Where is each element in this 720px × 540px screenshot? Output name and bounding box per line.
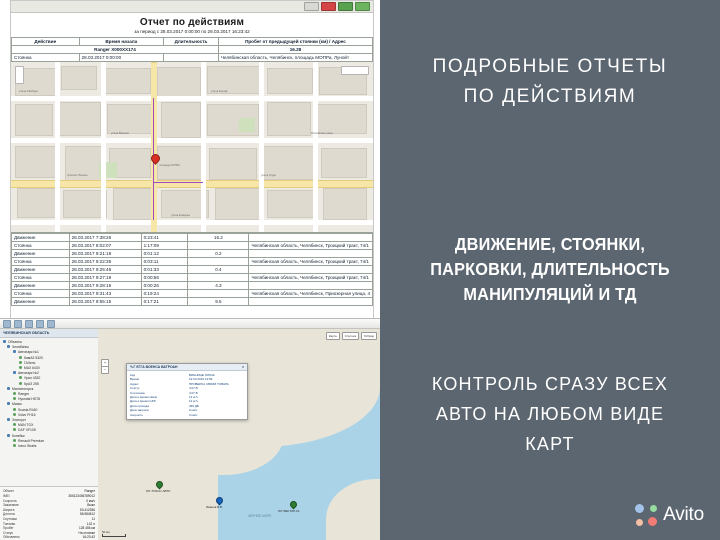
avito-logo [635, 504, 704, 526]
tree-item[interactable]: DAF XF105 [3, 428, 98, 433]
cell-start: 28.03.2017 9:55:15 [69, 298, 141, 306]
column-header-start-time: Время начала [79, 38, 163, 46]
folder-icon [7, 345, 10, 348]
monitoring-toolbar[interactable] [0, 319, 380, 329]
objects-panel[interactable] [0, 329, 99, 540]
refresh-icon[interactable] [14, 320, 22, 328]
cell-distance [188, 274, 249, 282]
popup-row: 0 км/ч [189, 412, 198, 417]
popup-right-column [189, 373, 244, 417]
vehicle-icon [19, 382, 22, 385]
cell-duration: 0:03:11 [141, 258, 188, 266]
toolbar-button-pdf[interactable] [321, 2, 336, 11]
folder-icon [13, 350, 16, 353]
table-row [12, 54, 373, 62]
vehicle-icon [13, 439, 16, 442]
tree-item[interactable]: Renault Premium [3, 439, 98, 444]
toolbar-button-export[interactable] [355, 2, 370, 11]
table-row [12, 274, 373, 282]
map-zoom-control[interactable] [15, 66, 24, 84]
map-block [157, 67, 201, 97]
cell-start: 28.03.2017 9:28:15 [69, 282, 141, 290]
cell-duration: 1:17:09 [141, 242, 188, 250]
cell-start: 28.03.2017 9:31:43 [69, 290, 141, 298]
map-block [59, 102, 101, 136]
vehicle-row [12, 46, 373, 54]
info-row: Статус На стоянке [3, 530, 95, 535]
objects-tree[interactable] [0, 338, 98, 449]
info-row: Скорость 0 км/ч [3, 498, 95, 503]
map-layer-control[interactable] [341, 66, 369, 75]
table-row [12, 290, 373, 298]
popup-row: Состояние [130, 390, 145, 395]
promo-panel [380, 0, 720, 540]
tree-item[interactable]: Челябинск [3, 345, 98, 350]
popup-row: Дата и время GPS [130, 399, 156, 404]
popup-row: Дата запроса [130, 408, 149, 413]
object-popup[interactable] [126, 363, 248, 420]
map-label: улица Свободы [19, 90, 38, 93]
map-road [55, 62, 60, 232]
popup-row: Скорость [130, 412, 143, 417]
cell-action: Движение [12, 298, 70, 306]
cell-address [249, 250, 373, 258]
map-scale [102, 530, 126, 537]
promo-subtext [398, 369, 702, 459]
promo-headline-line-2: ПО ДЕЙСТВИЯМ [463, 86, 637, 107]
map-park-area [239, 118, 255, 132]
map-zoom-in-button[interactable]: + [101, 359, 109, 367]
map-scale-bar [102, 534, 126, 537]
tree-item[interactable]: КамАЗ 5320 [3, 356, 98, 361]
popup-row: Время [130, 377, 140, 382]
search-icon[interactable] [47, 320, 55, 328]
vehicle-name: Ranger X000XX174 [12, 46, 219, 54]
vehicle-distance: 16.28 [218, 46, 372, 54]
map-marker-label: ЮГ-ТРАНС АВТО [146, 489, 171, 493]
map-road [11, 96, 373, 101]
vehicle-icon [19, 376, 22, 379]
vehicle-icon [13, 444, 16, 447]
cell-duration: 0:17:21 [141, 298, 188, 306]
map-scale-label: 50 км [102, 530, 110, 534]
table-header-row [12, 38, 373, 46]
tree-item[interactable]: Объекты [3, 340, 98, 345]
info-row: IMEI 355123456789012 [3, 494, 95, 499]
map-road [101, 62, 106, 232]
cell-duration: 0:01:12 [141, 250, 188, 258]
vehicle-icon [13, 392, 16, 395]
cell-duration: 0:01:33 [141, 266, 188, 274]
map-label: улица Кирова [211, 90, 228, 93]
map-landmass [326, 479, 380, 540]
cell-address: Челябинская область, Челябинск, площадь МОПРа, Лунойт [218, 54, 372, 62]
tree-item[interactable]: КрАЗ 255 [3, 382, 98, 387]
map-block [113, 188, 155, 220]
report-toolbar[interactable] [11, 1, 373, 13]
popup-row: 465 ДБ [189, 403, 199, 408]
cell-action: Стоянка [12, 242, 70, 250]
cell-action: Движение [12, 266, 70, 274]
map-block [317, 104, 367, 134]
map-zoom-out-button[interactable]: − [101, 366, 109, 374]
popup-row: 4.07 В [189, 386, 198, 391]
tree-item[interactable]: MAN TGX [3, 423, 98, 428]
folder-icon [13, 371, 16, 374]
cell-action: Стоянка [12, 274, 70, 282]
cell-duration: 0:00:26 [141, 282, 188, 290]
map-label: Российская улица [311, 132, 333, 135]
map-block [15, 104, 53, 136]
cell-start: 28.03.2017 9:21:18 [69, 250, 141, 258]
tree-item[interactable]: Златоуст [3, 418, 98, 423]
map-label: площадь МОПРа [159, 164, 180, 167]
cell-distance [188, 242, 249, 250]
tree-item[interactable]: Копейск [3, 434, 98, 439]
table-row [12, 282, 373, 290]
table-row [12, 242, 373, 250]
map-block [157, 146, 203, 180]
map-block [107, 104, 153, 134]
table-row [12, 234, 373, 242]
table-row [12, 298, 373, 306]
popup-row: 12 кг/ч [189, 395, 198, 400]
tree-item[interactable]: МАЗ 6430 [3, 366, 98, 371]
settings-icon[interactable] [25, 320, 33, 328]
map-block [17, 188, 57, 218]
tree-item[interactable]: Ranger [3, 392, 98, 397]
map-button-map[interactable]: Карта [326, 332, 340, 340]
cell-start: 28.03.2017 0:00:00 [79, 54, 163, 62]
cell-address [249, 298, 373, 306]
popup-row: Дата и время связи [130, 395, 158, 400]
report-icon[interactable] [36, 320, 44, 328]
tree-item[interactable]: Scania R440 [3, 408, 98, 413]
cell-distance [188, 258, 249, 266]
report-period: за период с 28.03.2017 0:00:00 по 28.03.2017 16:23:42 [134, 29, 250, 34]
popup-title: Ч-Г ЕГГА ВОЕНСА ВАТРОАН [130, 365, 178, 369]
table-row [12, 266, 373, 274]
cell-address: Челябинская область, Челябинск, Приозерная улица, 4 [249, 290, 373, 298]
map-block [323, 188, 367, 220]
cell-duration: 0:23:41 [141, 234, 188, 242]
popup-row: Статус [130, 386, 140, 391]
cell-start: 28.03.2017 9:27:19 [69, 274, 141, 282]
cell-distance [188, 290, 249, 298]
folder-icon [7, 402, 10, 405]
report-map[interactable] [11, 62, 373, 233]
cell-distance: 4.3 [188, 282, 249, 290]
promo-features [409, 232, 692, 307]
map-marker-label: ЮГ ВЕКТОР-К1 [278, 509, 300, 513]
map-button-hybrid[interactable]: Гибрид [361, 332, 377, 340]
avito-dots-icon [635, 504, 657, 526]
promo-feature-line-3: МАНИПУЛЯЦИЙ И ТД [463, 284, 637, 304]
cell-distance: 0.4 [188, 266, 249, 274]
popup-row: ПРОВЕРКА СВЯЗИ ТОВАРА [189, 381, 229, 386]
cell-address [249, 234, 373, 242]
folder-icon [7, 418, 10, 421]
column-header-distance-address: Пробег от предыдущей стоянки (км) / Адрес [218, 38, 372, 46]
info-row: Широта 53.412356 [3, 507, 95, 512]
tree-item[interactable]: Магнитогорск [3, 387, 98, 392]
cell-start: 28.03.2017 9:25:46 [69, 266, 141, 274]
cell-duration: 0:19:24 [141, 290, 188, 298]
cell-start: 28.03.2017 7:38:26 [69, 234, 141, 242]
map-block [321, 148, 367, 178]
map-button-satellite[interactable]: Спутник [342, 332, 359, 340]
cell-address: Челябинская область, Челябинск, Троицкий тракт, 74/1 [249, 242, 373, 250]
info-row: Объект Ranger [3, 489, 95, 494]
tree-item[interactable]: Миасс [3, 402, 98, 407]
vehicle-icon [19, 361, 22, 364]
cell-action: Стоянка [12, 290, 70, 298]
popup-row: 12 кг/ч [189, 399, 198, 404]
popup-left-column [130, 373, 185, 417]
column-header-action: Действие [12, 38, 80, 46]
promo-subtext-line-2: АВТО НА ЛЮБОМ ВИДЕ [435, 404, 665, 424]
map-label: улица Труда [261, 174, 276, 177]
map-block [209, 148, 257, 180]
report-detail-table [11, 233, 373, 306]
cell-distance: 16.2 [188, 234, 249, 242]
report-window [10, 0, 374, 320]
map-block [61, 66, 97, 90]
map-marker-label: Иванов В.В. [206, 505, 223, 509]
cell-action: Стоянка [12, 54, 80, 62]
tree-item[interactable]: Автопарк №2 [3, 371, 98, 376]
popup-row: 19.03.2016 14:59 [189, 377, 213, 382]
cell-address [249, 266, 373, 274]
cell-action: Движение [12, 250, 70, 258]
sea-label: ЧЕРНОЕ МОРЕ [248, 514, 272, 518]
cell-start: 28.03.2017 9:22:35 [69, 258, 141, 266]
folder-icon [3, 340, 6, 343]
map-road [259, 62, 264, 232]
map-block [15, 146, 59, 178]
table-row [12, 258, 373, 266]
tree-item[interactable]: Volvo FH16 [3, 413, 98, 418]
report-title: Отчет по действиям [139, 17, 245, 28]
popup-row: ВИННИЦЕ ГАРАЖ [189, 373, 215, 377]
map-label: улица Коммуны [171, 214, 190, 217]
promo-headline-line-1: ПОДРОБНЫЕ ОТЧЕТЫ [432, 56, 668, 77]
map-block [161, 102, 201, 138]
cell-address [249, 282, 373, 290]
objects-panel-header: ЧЕЛЯБИНСКАЯ ОБЛАСТЬ [0, 329, 98, 338]
promo-subtext-line-3: КАРТ [525, 434, 575, 454]
map-block [267, 102, 311, 136]
info-row: Обновлено 16:23:42 [3, 535, 95, 540]
info-row: Зажигание Выкл [3, 503, 95, 508]
close-icon[interactable]: × [242, 365, 244, 369]
vehicle-icon [19, 356, 22, 359]
map-icon[interactable] [3, 320, 11, 328]
info-row: Пробег 128 456 км [3, 526, 95, 531]
table-row [12, 250, 373, 258]
monitoring-map[interactable] [98, 329, 380, 540]
report-rows [12, 234, 373, 306]
map-layer-buttons[interactable] [326, 332, 377, 340]
avito-wordmark: Avito [663, 504, 704, 525]
cell-action: Стоянка [12, 258, 70, 266]
vehicle-icon [13, 397, 16, 400]
map-road [11, 138, 373, 143]
popup-row: Адрес [130, 381, 139, 386]
popup-header [127, 364, 247, 371]
report-header-table [11, 37, 373, 62]
popup-body [127, 371, 247, 419]
map-block [267, 190, 317, 218]
vehicle-icon [13, 413, 16, 416]
cell-action: Движение [12, 282, 70, 290]
vehicle-icon [13, 423, 16, 426]
folder-icon [7, 434, 10, 437]
map-label: проспект Ленина [67, 174, 88, 177]
vehicle-icon [13, 408, 16, 411]
cell-distance: 9.5 [188, 298, 249, 306]
map-road [313, 62, 318, 232]
monitoring-window [0, 318, 380, 540]
popup-row: 4.07 В [189, 390, 198, 395]
map-block [215, 188, 261, 220]
info-row: Спутники 11 [3, 517, 95, 522]
map-block [103, 68, 151, 94]
map-road [201, 62, 206, 232]
popup-row: Дата прихода [130, 403, 149, 408]
tree-item[interactable]: Hyundai HD78 [3, 397, 98, 402]
cell-address: Челябинская область, Челябинск, Троицкий тракт, 74/1 [249, 274, 373, 282]
popup-row: Код [130, 373, 136, 377]
cell-action: Движение [12, 234, 70, 242]
promo-feature-line-2: ПАРКОВКИ, ДЛИТЕЛЬНОСТЬ [430, 259, 670, 279]
promo-headline [398, 52, 702, 112]
map-marker[interactable] [289, 500, 299, 510]
cell-duration: 0:00:56 [141, 274, 188, 282]
object-info-panel [0, 486, 98, 540]
map-block [267, 68, 313, 94]
promo-subtext-line-1: КОНТРОЛЬ СРАЗУ ВСЕХ [431, 374, 669, 394]
map-label: улица Васенко [111, 132, 129, 135]
cell-duration [164, 54, 219, 62]
folder-icon [7, 387, 10, 390]
toolbar-button-print[interactable] [304, 2, 319, 11]
toolbar-button-excel[interactable] [338, 2, 353, 11]
tree-item[interactable]: Iveco Stralis [3, 444, 98, 449]
cell-start: 28.03.2017 8:02:07 [69, 242, 141, 250]
cell-distance: 0.2 [188, 250, 249, 258]
popup-row: 0 км/ч [189, 408, 198, 413]
vehicle-icon [19, 366, 22, 369]
map-track [153, 182, 203, 183]
map-road [11, 220, 373, 225]
vehicle-icon [13, 428, 16, 431]
monitoring-body [0, 329, 380, 540]
tree-item[interactable]: ГАЗель [3, 361, 98, 366]
info-row: Топливо 142 л [3, 521, 95, 526]
promo-feature-line-1: ДВИЖЕНИЕ, СТОЯНКИ, [454, 234, 646, 254]
tree-item[interactable]: Автопарк №1 [3, 350, 98, 355]
info-row: Долгота 58.984512 [3, 512, 95, 517]
map-landmass [194, 425, 284, 475]
tree-item[interactable]: Урал 4320 [3, 376, 98, 381]
cell-address: Челябинская область, Челябинск, Троицкий тракт, 74/1 [249, 258, 373, 266]
column-header-duration: Длительность [164, 38, 219, 46]
